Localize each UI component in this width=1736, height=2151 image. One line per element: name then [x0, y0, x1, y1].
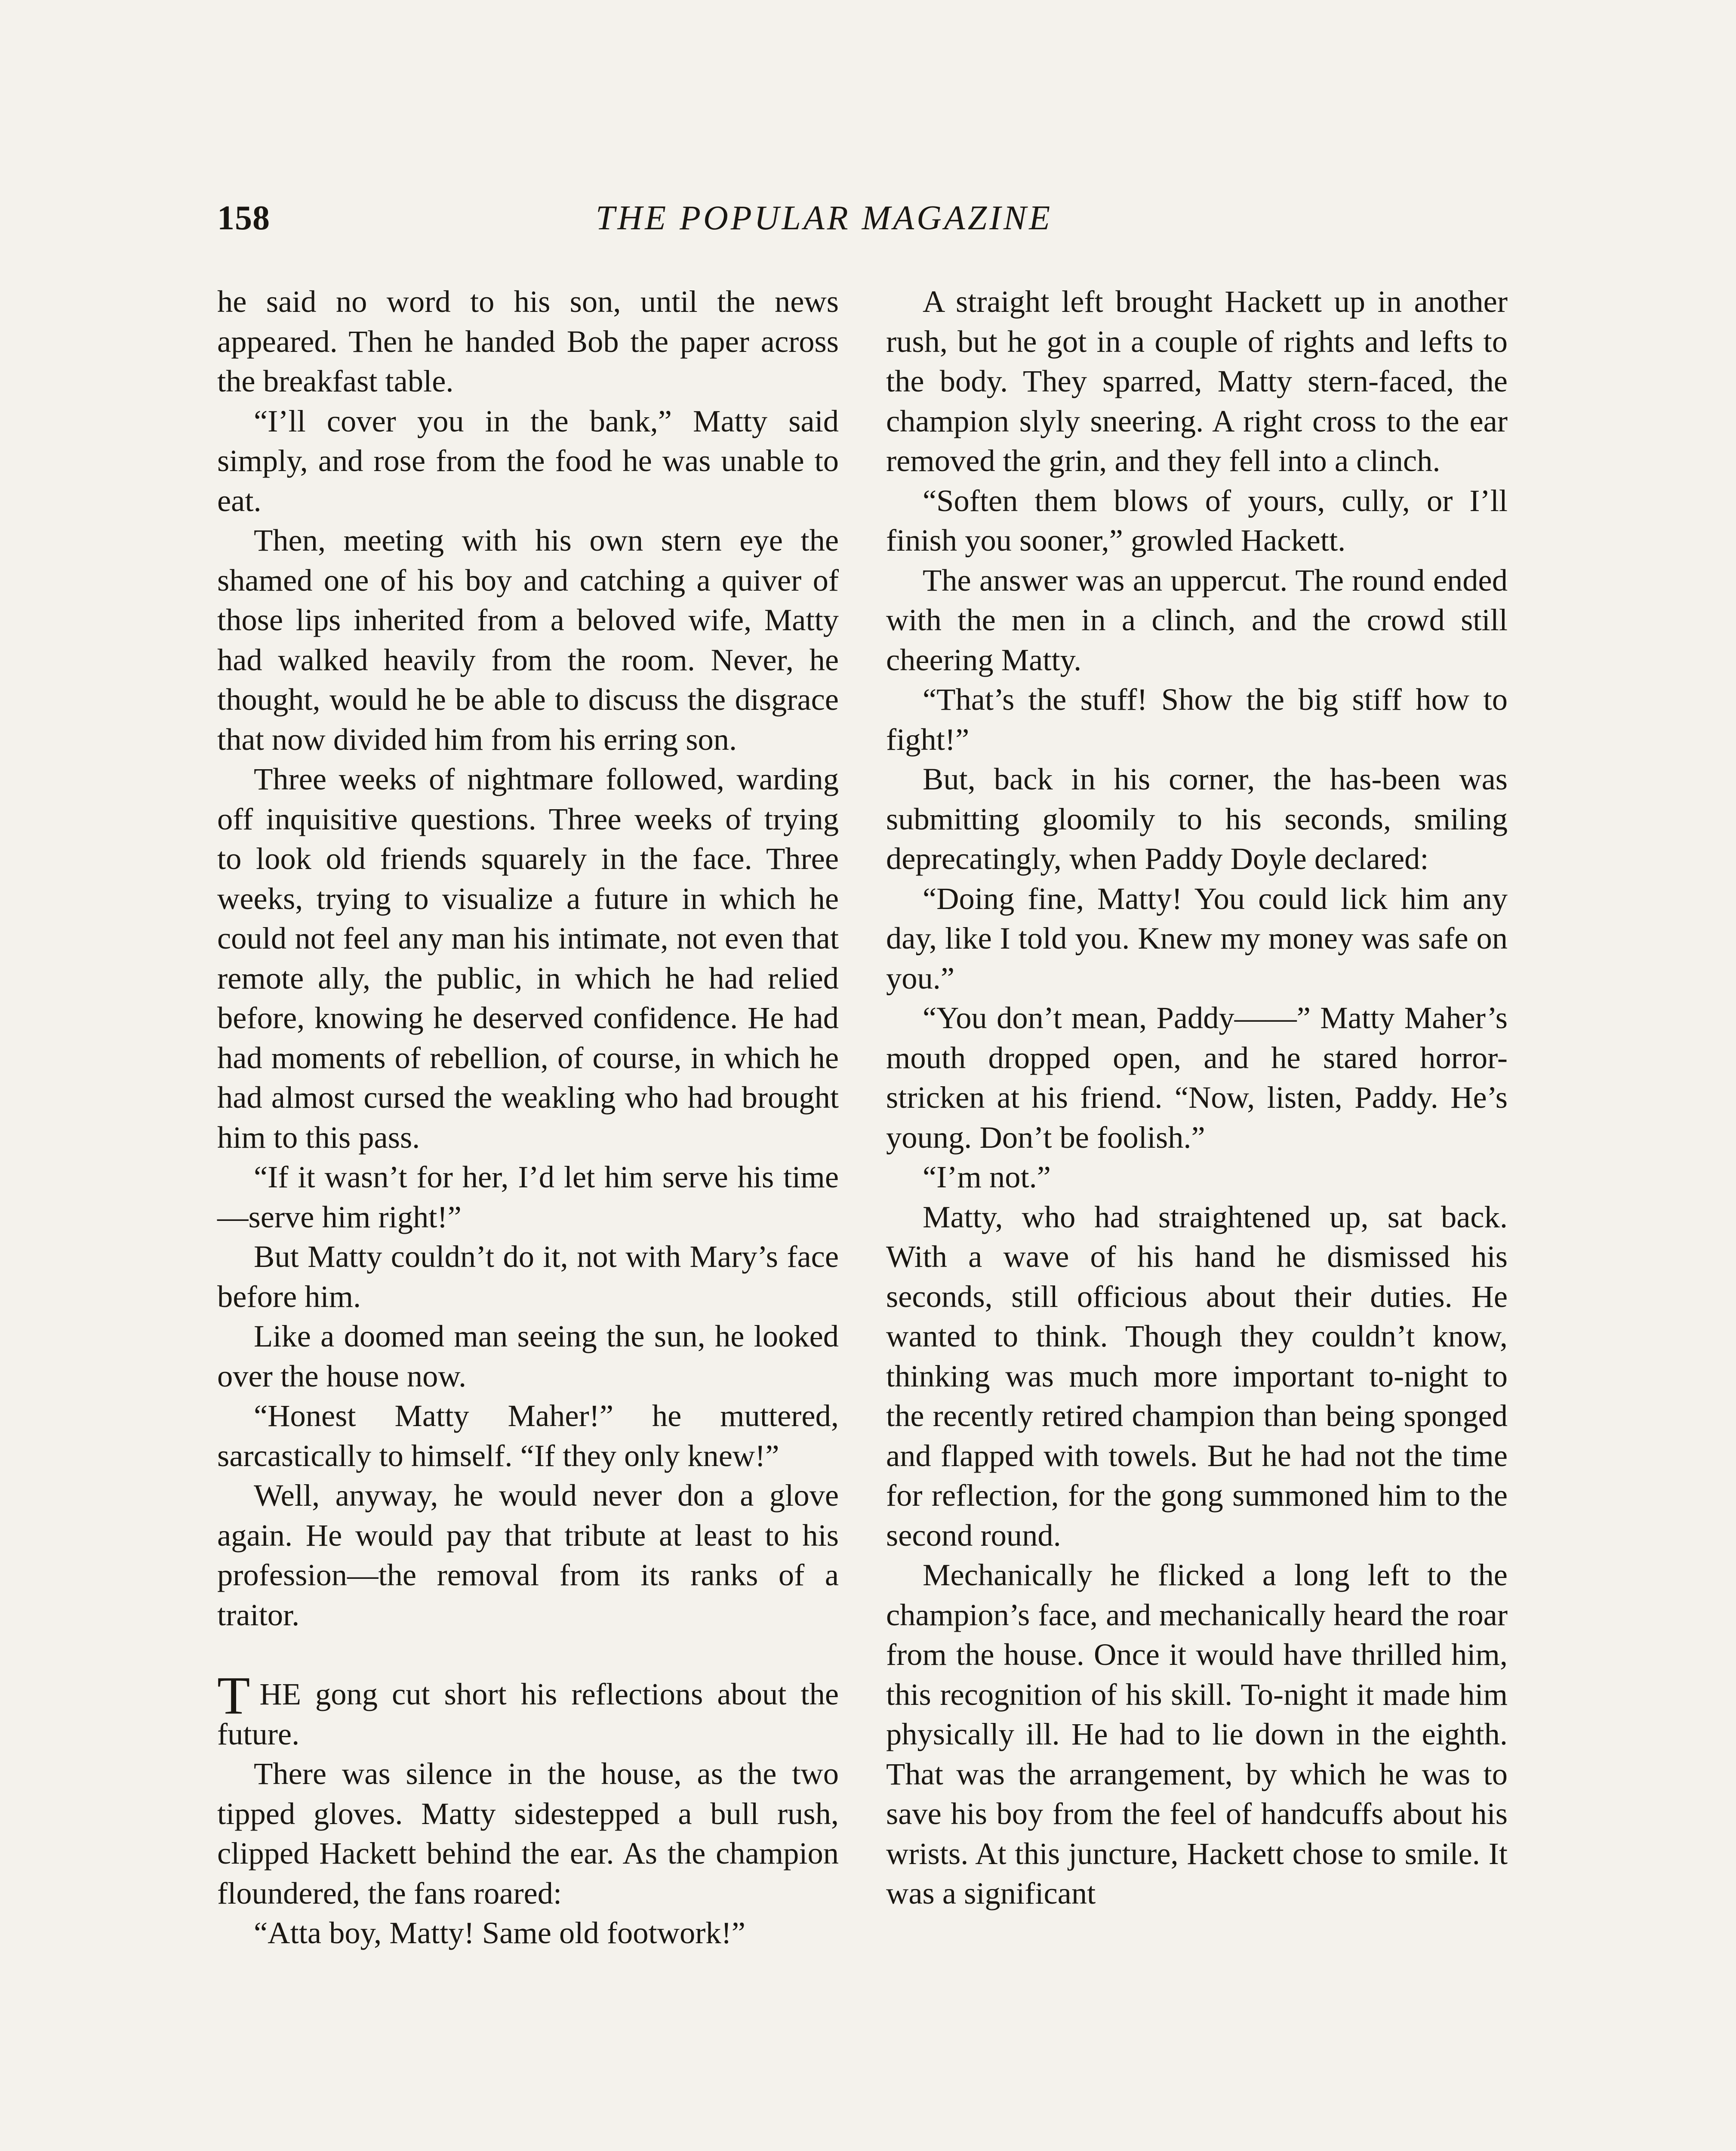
paragraph-text: HE gong cut short his reflections about the future.: [217, 1676, 839, 1751]
drop-cap: T: [217, 1666, 250, 1726]
paragraph: But, back in his corner, the has-been was submitting gloomily to his seconds, smiling deprecatingly, when Paddy Doyle declared:: [886, 761, 1508, 876]
paragraph: Then, meeting with his own stern eye the shamed one of his boy and catching a quiver of those lips inherited from a beloved wife, Matty had walked heavily from the room. Never, he thought, would he be able to discuss the disgrace that now divided him from his erring son.: [217, 523, 839, 757]
paragraph: Matty, who had straightened up, sat back. With a wave of his hand he dismissed his seconds, still officious about their duties. He wanted to think. Though they couldn’t know, thinking was much more important to-night to the recently retired champion than being sponged and flapped with towels. But he had not the time for reflection, for the gong summoned him to the second round.: [886, 1199, 1508, 1553]
paragraph: Three weeks of nightmare followed, warding off inquisitive questions. Three weeks of trying to look old friends squarely in the face. Three weeks, trying to visualize a future in which he could not feel any man his intimate, not even that remote ally, the public, in which he had relied before, knowing he deserved confidence. He had had moments of rebellion, of course, in which he had almost cursed the weakling who had brought him to this pass.: [217, 761, 839, 1155]
section-start-paragraph: [217, 1666, 839, 1754]
left-column: [217, 282, 839, 1953]
paragraph: he said no word to his son, until the news appeared. Then he handed Bob the paper across the breakfast table.: [217, 284, 839, 398]
paragraph: Mechanically he flicked a long left to the champion’s face, and mechanically heard the roar from the house. Once it would have thrilled him, this recognition of his skill. To-night it made him physically ill. He had to lie down in the eighth. That was the arrangement, by which he was to save his boy from the feel of handcuffs about his wrists. At this juncture, Hackett chose to smile. It was a significant: [886, 1557, 1508, 1911]
paragraph: The answer was an uppercut. The round ended with the men in a clinch, and the crowd still cheering Matty.: [886, 562, 1508, 677]
paragraph: “If it wasn’t for her, I’d let him serve his time—serve him right!”: [217, 1159, 839, 1234]
paragraph: But Matty couldn’t do it, not with Mary’s face before him.: [217, 1239, 839, 1314]
paragraph: “That’s the stuff! Show the big stiff how to fight!”: [886, 682, 1508, 757]
paragraph: “Honest Matty Maher!” he muttered, sarcastically to himself. “If they only knew!”: [217, 1398, 839, 1473]
right-column: [886, 282, 1508, 1914]
paragraph: Well, anyway, he would never don a glove again. He would pay that tribute at least to his profession—the removal from its ranks of a traitor.: [217, 1478, 839, 1632]
section-break: [217, 1635, 839, 1674]
paragraph: “I’m not.”: [923, 1159, 1051, 1194]
page-header: [217, 199, 1518, 255]
paragraph: “Doing fine, Matty! You could lick him any day, like I told you. Knew my money was safe on you.”: [886, 881, 1508, 995]
paragraph: Like a doomed man seeing the sun, he looked over the house now.: [217, 1319, 839, 1393]
paragraph: “Atta boy, Matty! Same old footwork!”: [254, 1915, 745, 1950]
running-head: THE POPULAR MAGAZINE: [596, 199, 1053, 237]
paragraph: “I’ll cover you in the bank,” Matty said simply, and rose from the food he was unable to eat.: [217, 403, 839, 518]
paragraph: “You don’t mean, Paddy——” Matty Maher’s mouth dropped open, and he stared horror-stricken at his friend. “Now, listen, Paddy. He’s young. Don’t be foolish.”: [886, 1000, 1508, 1155]
page-number: 158: [217, 199, 270, 237]
paragraph: There was silence in the house, as the two tipped gloves. Matty sidestepped a bull rush, clipped Hackett behind the ear. As the champion floundered, the fans roared:: [217, 1756, 839, 1911]
paragraph: “Soften them blows of yours, cully, or I’ll finish you sooner,” growled Hackett.: [886, 483, 1508, 558]
paragraph: A straight left brought Hackett up in another rush, but he got in a couple of rights and lefts to the body. They sparred, Matty stern-faced, the champion slyly sneering. A right cross to the ear removed the grin, and they fell into a clinch.: [886, 284, 1508, 478]
